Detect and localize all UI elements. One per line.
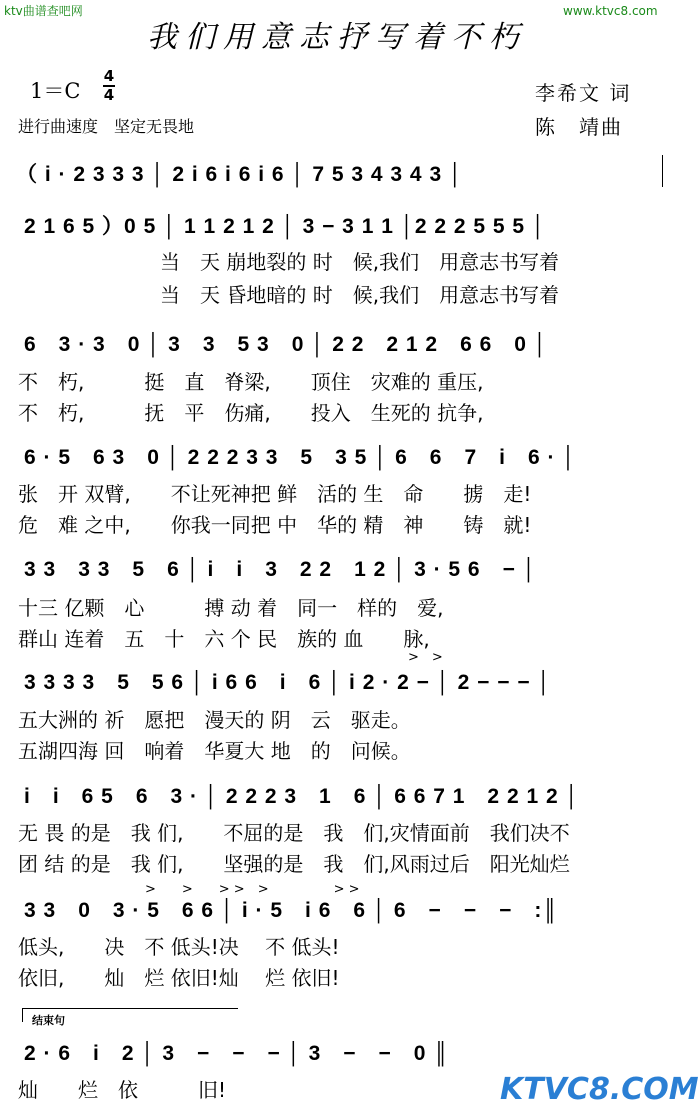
lyric-row-3-verse-2: 不 朽, 抚 平 伤痛, 投入 生死的 抗争,: [18, 401, 484, 425]
ending-bracket-stem: [22, 1008, 23, 1022]
site-name-left: ktv曲谱查吧网: [4, 4, 83, 18]
ending-notation: 2 · 6 i 2 │ 3 − − − │ 3 − − 0 ║: [24, 1042, 450, 1065]
lyric-row-2-verse-2: 当 天 昏地暗的 时 候,我们 用意志书写着: [160, 283, 560, 307]
song-title: 我们用意志抒写着不朽: [147, 20, 527, 55]
lyric-row-8-verse-2: 依旧, 灿 烂 依旧!灿 烂 依旧!: [18, 966, 340, 990]
lyric-row-2-verse-1: 当 天 崩地裂的 时 候,我们 用意志书写着: [160, 250, 560, 274]
site-url-right: www.ktvc8.com: [563, 4, 658, 18]
lyric-row-4-verse-1: 张 开 双臂, 不让死神把 鲜 活的 生 命 掳 走!: [18, 482, 532, 506]
key-signature: 1＝C: [30, 79, 81, 103]
meter-bottom: 4: [103, 86, 115, 104]
ending-lyric: 灿 烂 依 旧!: [18, 1078, 227, 1102]
composer-credit: 陈 靖曲: [535, 115, 623, 139]
lyricist-credit: 李希文 词: [535, 81, 632, 105]
meter-top: 4: [103, 67, 115, 85]
ending-bracket-line: [22, 1008, 238, 1009]
notation-row-7: i i 6 5 6 3 · │ 2 2 2 3 1 6 │ 6 6 7 1 2 2 1 2 │: [24, 785, 580, 808]
notation-row-2: 2 1 6 5 ）0 5 │ 1 1 2 1 2 │ 3 − 3 1 1 │2 2 2 5 5 5 │: [24, 215, 547, 238]
lyric-row-7-verse-1: 无 畏 的是 我 们, 不屈的是 我 们,灾情面前 我们决不: [18, 821, 570, 845]
accent-marks: > >: [408, 650, 443, 665]
lyric-row-7-verse-2: 团 结 的是 我 们, 坚强的是 我 们,风雨过后 阳光灿烂: [18, 852, 570, 876]
lyric-row-6-verse-2: 五湖四海 回 响着 华夏大 地 的 问候。: [18, 739, 411, 763]
notation-row-1: （ i · 2 3 3 3 │ 2 i 6 i 6 i 6 │ 7 5 3 4 3 4 3 │: [16, 163, 464, 186]
notation-row-6: 3 3 3 3 5 5 6 │ i 6 6 i 6 │ i 2 · 2 − │ 2 − − − │: [24, 671, 552, 694]
notation-row-5: 3 3 3 3 5 6 │ i i 3 2 2 1 2 │ 3 · 5 6 − │: [24, 558, 537, 581]
lyric-row-4-verse-2: 危 难 之中, 你我一同把 中 华的 精 神 铸 就!: [18, 513, 532, 537]
barline: [662, 155, 663, 187]
watermark-logo: [500, 1072, 699, 1107]
notation-row-3: 6 3 · 3 0 │ 3 3 5 3 0 │ 2 2 2 1 2 6 6 0 │: [24, 333, 548, 356]
lyric-row-5-verse-1: 十三 亿颗 心 搏 动 着 同一 样的 爱,: [18, 596, 444, 620]
lyric-row-6-verse-1: 五大洲的 祈 愿把 漫天的 阴 云 驱走。: [18, 708, 411, 732]
ending-label: 结束句: [32, 1014, 65, 1027]
lyric-row-8-verse-1: 低头, 决 不 低头!决 不 低头!: [18, 935, 340, 959]
tempo-marking: 进行曲速度 坚定无畏地: [18, 117, 195, 136]
time-signature: [103, 68, 115, 104]
accent-marks: > > > > > > >: [145, 882, 360, 897]
lyric-row-3-verse-1: 不 朽, 挺 直 脊梁, 顶住 灾难的 重压,: [18, 370, 484, 394]
notation-row-4: 6 · 5 6 3 0 │ 2 2 2 3 3 5 3 5 │ 6 6 7 i 6 · │: [24, 446, 577, 469]
watermark-text: KTVC8.COM: [500, 1072, 699, 1107]
notation-row-8: 3 3 0 3 · 5 6 6 │ i · 5 i 6 6 │ 6 − − − :║: [24, 899, 559, 922]
lyric-row-5-verse-2: 群山 连着 五 十 六 个 民 族的 血 脉,: [18, 627, 430, 651]
